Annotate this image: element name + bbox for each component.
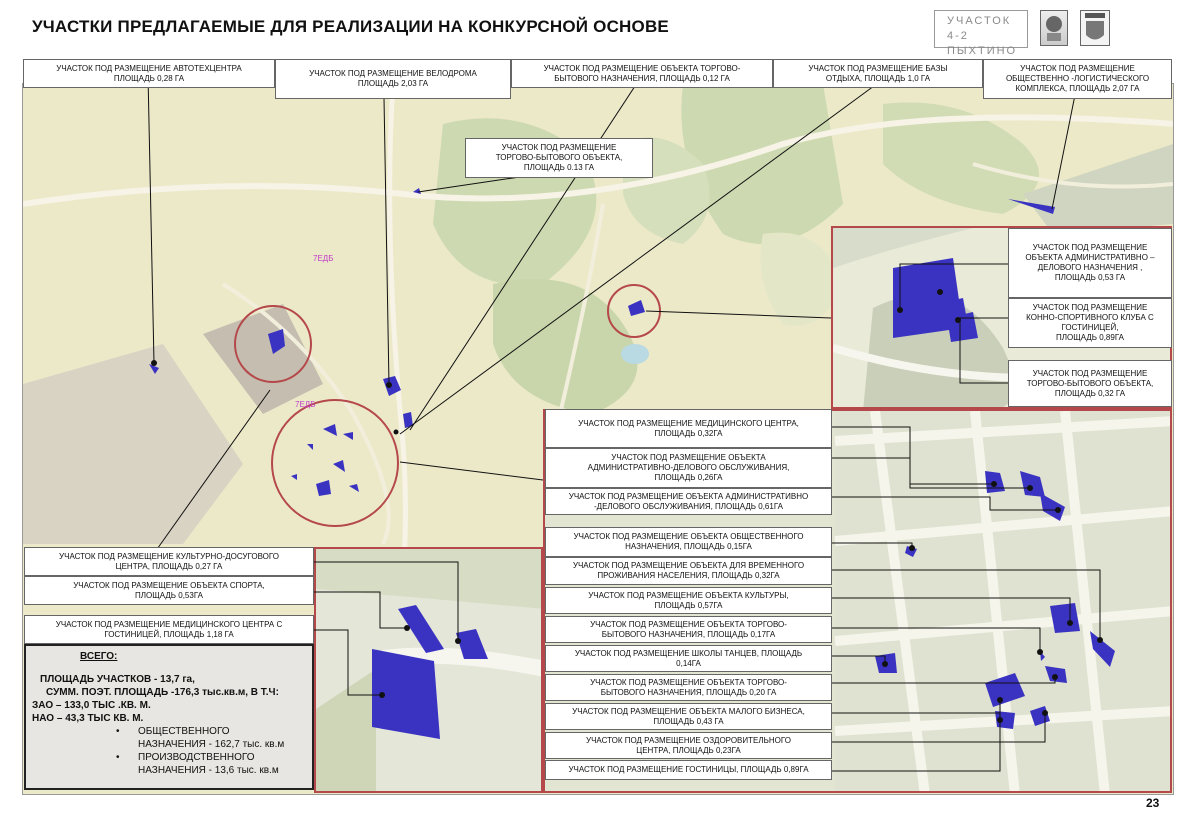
map-note-1: 7ЕДБ bbox=[313, 254, 334, 263]
summary-bullet-industrial: • ПРОИЗВОДСТВЕННОГО bbox=[116, 752, 255, 763]
moscow-emblem-icon bbox=[1040, 10, 1068, 46]
summary-nao: НАО – 43,3 ТЫС КВ. М. bbox=[32, 713, 144, 724]
label-equestrian-club: УЧАСТОК ПОД РАЗМЕЩЕНИЕ КОННО-СПОРТИВНОГО КЛУБА С ГОСТИНИЦЕЙ, ПЛОЩАДЬ 0,89ГА bbox=[1008, 298, 1172, 348]
label-logistics-complex: УЧАСТОК ПОД РАЗМЕЩЕНИЕ ОБЩЕСТВЕННО -ЛОГИСТИЧЕСКОГО КОМПЛЕКСА, ПЛОЩАДЬ 2,07 ГА bbox=[983, 59, 1172, 99]
label-velodrome: УЧАСТОК ПОД РАЗМЕЩЕНИЕ ВЕЛОДРОМА ПЛОЩАДЬ 2,03 ГА bbox=[275, 59, 511, 99]
summary-bullet-public: • ОБЩЕСТВЕННОГО bbox=[116, 726, 230, 737]
summary-total-floor-area: СУММ. ПОЭТ. ПЛОЩАДЬ -176,3 тыс.кв.м, В Т.Ч: bbox=[46, 687, 279, 698]
label-trade-object-020: УЧАСТОК ПОД РАЗМЕЩЕНИЕ ОБЪЕКТА ТОРГОВО- БЫТОВОГО НАЗНАЧЕНИЯ, ПЛОЩАДЬ 0,20 ГА bbox=[545, 674, 832, 701]
label-trade-object-032: УЧАСТОК ПОД РАЗМЕЩЕНИЕ ТОРГОВО-БЫТОВОГО ОБЪЕКТА, ПЛОЩАДЬ 0,32 ГА bbox=[1008, 360, 1172, 407]
label-medical-center-032: УЧАСТОК ПОД РАЗМЕЩЕНИЕ МЕДИЦИНСКОГО ЦЕНТРА, ПЛОЩАДЬ 0,32ГА bbox=[545, 409, 832, 448]
label-autotech-center: УЧАСТОК ПОД РАЗМЕЩЕНИЕ АВТОТЕХЦЕНТРА ПЛОЩАДЬ 0,28 ГА bbox=[23, 59, 275, 88]
label-trade-object-013: УЧАСТОК ПОД РАЗМЕЩЕНИЕ ТОРГОВО-БЫТОВОГО ОБЪЕКТА, ПЛОЩАДЬ 0.13 ГА bbox=[465, 138, 653, 178]
label-dance-school: УЧАСТОК ПОД РАЗМЕЩЕНИЕ ШКОЛЫ ТАНЦЕВ, ПЛОЩАДЬ 0,14ГА bbox=[545, 645, 832, 672]
page-number: 23 bbox=[1146, 796, 1160, 810]
label-admin-business-061: УЧАСТОК ПОД РАЗМЕЩЕНИЕ ОБЪЕКТА АДМИНИСТРАТИВНО -ДЕЛОВОГО ОБСЛУЖИВАНИЯ, ПЛОЩАДЬ 0,61ГА bbox=[545, 488, 832, 515]
label-admin-business-053: УЧАСТОК ПОД РАЗМЕЩЕНИЕ ОБЪЕКТА АДМИНИСТРАТИВНО – ДЕЛОВОГО НАЗНАЧЕНИЯ , ПЛОЩАДЬ 0,53 ГА bbox=[1008, 228, 1172, 298]
district-emblem-icon bbox=[1080, 10, 1110, 46]
summary-zao: ЗАО – 133,0 ТЫС .КВ. М. bbox=[32, 700, 151, 711]
logo-line-2: ПЫХТИНО bbox=[947, 45, 1018, 57]
page-title: УЧАСТКИ ПРЕДЛАГАЕМЫЕ ДЛЯ РЕАЛИЗАЦИИ НА КОНКУРСНОЙ ОСНОВЕ bbox=[32, 17, 669, 36]
inset-map-lower-left[interactable] bbox=[314, 547, 543, 793]
label-public-object-015: УЧАСТОК ПОД РАЗМЕЩЕНИЕ ОБЪЕКТА ОБЩЕСТВЕННОГО НАЗНАЧЕНИЯ, ПЛОЩАДЬ 0,15ГА bbox=[545, 527, 832, 557]
label-trade-object-017: УЧАСТОК ПОД РАЗМЕЩЕНИЕ ОБЪЕКТА ТОРГОВО- БЫТОВОГО НАЗНАЧЕНИЯ, ПЛОЩАДЬ 0,17ГА bbox=[545, 616, 832, 643]
label-hotel-089: УЧАСТОК ПОД РАЗМЕЩЕНИЕ ГОСТИНИЦЫ, ПЛОЩАДЬ 0,89ГА bbox=[545, 760, 832, 780]
label-admin-business-026: УЧАСТОК ПОД РАЗМЕЩЕНИЕ ОБЪЕКТА АДМИНИСТРАТИВНО-ДЕЛОВОГО ОБСЛУЖИВАНИЯ, ПЛОЩАДЬ 0,26ГА bbox=[545, 448, 832, 488]
label-cultural-leisure-center: УЧАСТОК ПОД РАЗМЕЩЕНИЕ КУЛЬТУРНО-ДОСУГОВОГО ЦЕНТРА, ПЛОЩАДЬ 0,27 ГА bbox=[24, 547, 314, 576]
label-recreation-base: УЧАСТОК ПОД РАЗМЕЩЕНИЕ БАЗЫ ОТДЫХА, ПЛОЩАДЬ 1,0 ГА bbox=[773, 59, 983, 88]
label-culture-object: УЧАСТОК ПОД РАЗМЕЩЕНИЕ ОБЪЕКТА КУЛЬТУРЫ, ПЛОЩАДЬ 0,57ГА bbox=[545, 587, 832, 614]
label-medical-center-hotel: УЧАСТОК ПОД РАЗМЕЩЕНИЕ МЕДИЦИНСКОГО ЦЕНТРА С ГОСТИНИЦЕЙ, ПЛОЩАДЬ 1,18 ГА bbox=[24, 615, 314, 644]
summary-panel: ВСЕГО: ПЛОЩАДЬ УЧАСТКОВ - 13,7 га, СУММ. ПОЭТ. ПЛОЩАДЬ -176,3 тыс.кв.м, В Т.Ч: ЗАО – 133,0 ТЫС .КВ. М. НАО – 43,3 ТЫС КВ. М. • ОБЩЕСТВЕННОГО НАЗНАЧЕНИЯ - 162,7 тыс. кв.м • ПРОИЗВОДСТВЕННОГО НАЗНАЧЕНИЯ - 13,6 тыс. кв.м bbox=[24, 644, 314, 790]
district-logo bbox=[934, 10, 1028, 57]
label-sports-object: УЧАСТОК ПОД РАЗМЕЩЕНИЕ ОБЪЕКТА СПОРТА, ПЛОЩАДЬ 0,53ГА bbox=[24, 576, 314, 605]
label-temporary-residence: УЧАСТОК ПОД РАЗМЕЩЕНИЕ ОБЪЕКТА ДЛЯ ВРЕМЕННОГО ПРОЖИВАНИЯ НАСЕЛЕНИЯ, ПЛОЩАДЬ 0,32ГА bbox=[545, 557, 832, 585]
summary-total-area: ПЛОЩАДЬ УЧАСТКОВ - 13,7 га, bbox=[40, 674, 195, 685]
label-trade-object-012: УЧАСТОК ПОД РАЗМЕЩЕНИЕ ОБЪЕКТА ТОРГОВО- БЫТОВОГО НАЗНАЧЕНИЯ, ПЛОЩАДЬ 0,12 ГА bbox=[511, 59, 773, 88]
label-wellness-center: УЧАСТОК ПОД РАЗМЕЩЕНИЕ ОЗДОРОВИТЕЛЬНОГО ЦЕНТРА, ПЛОЩАДЬ 0,23ГА bbox=[545, 732, 832, 759]
logo-line-1: УЧАСТОК 4-2 bbox=[947, 15, 1012, 42]
label-small-business: УЧАСТОК ПОД РАЗМЕЩЕНИЕ ОБЪЕКТА МАЛОГО БИЗНЕСА, ПЛОЩАДЬ 0,43 ГА bbox=[545, 703, 832, 730]
summary-heading: ВСЕГО: bbox=[80, 651, 118, 662]
inset-map-lower-left-drawing bbox=[316, 549, 543, 793]
map-note-2: 7ЕДБ bbox=[295, 400, 316, 409]
